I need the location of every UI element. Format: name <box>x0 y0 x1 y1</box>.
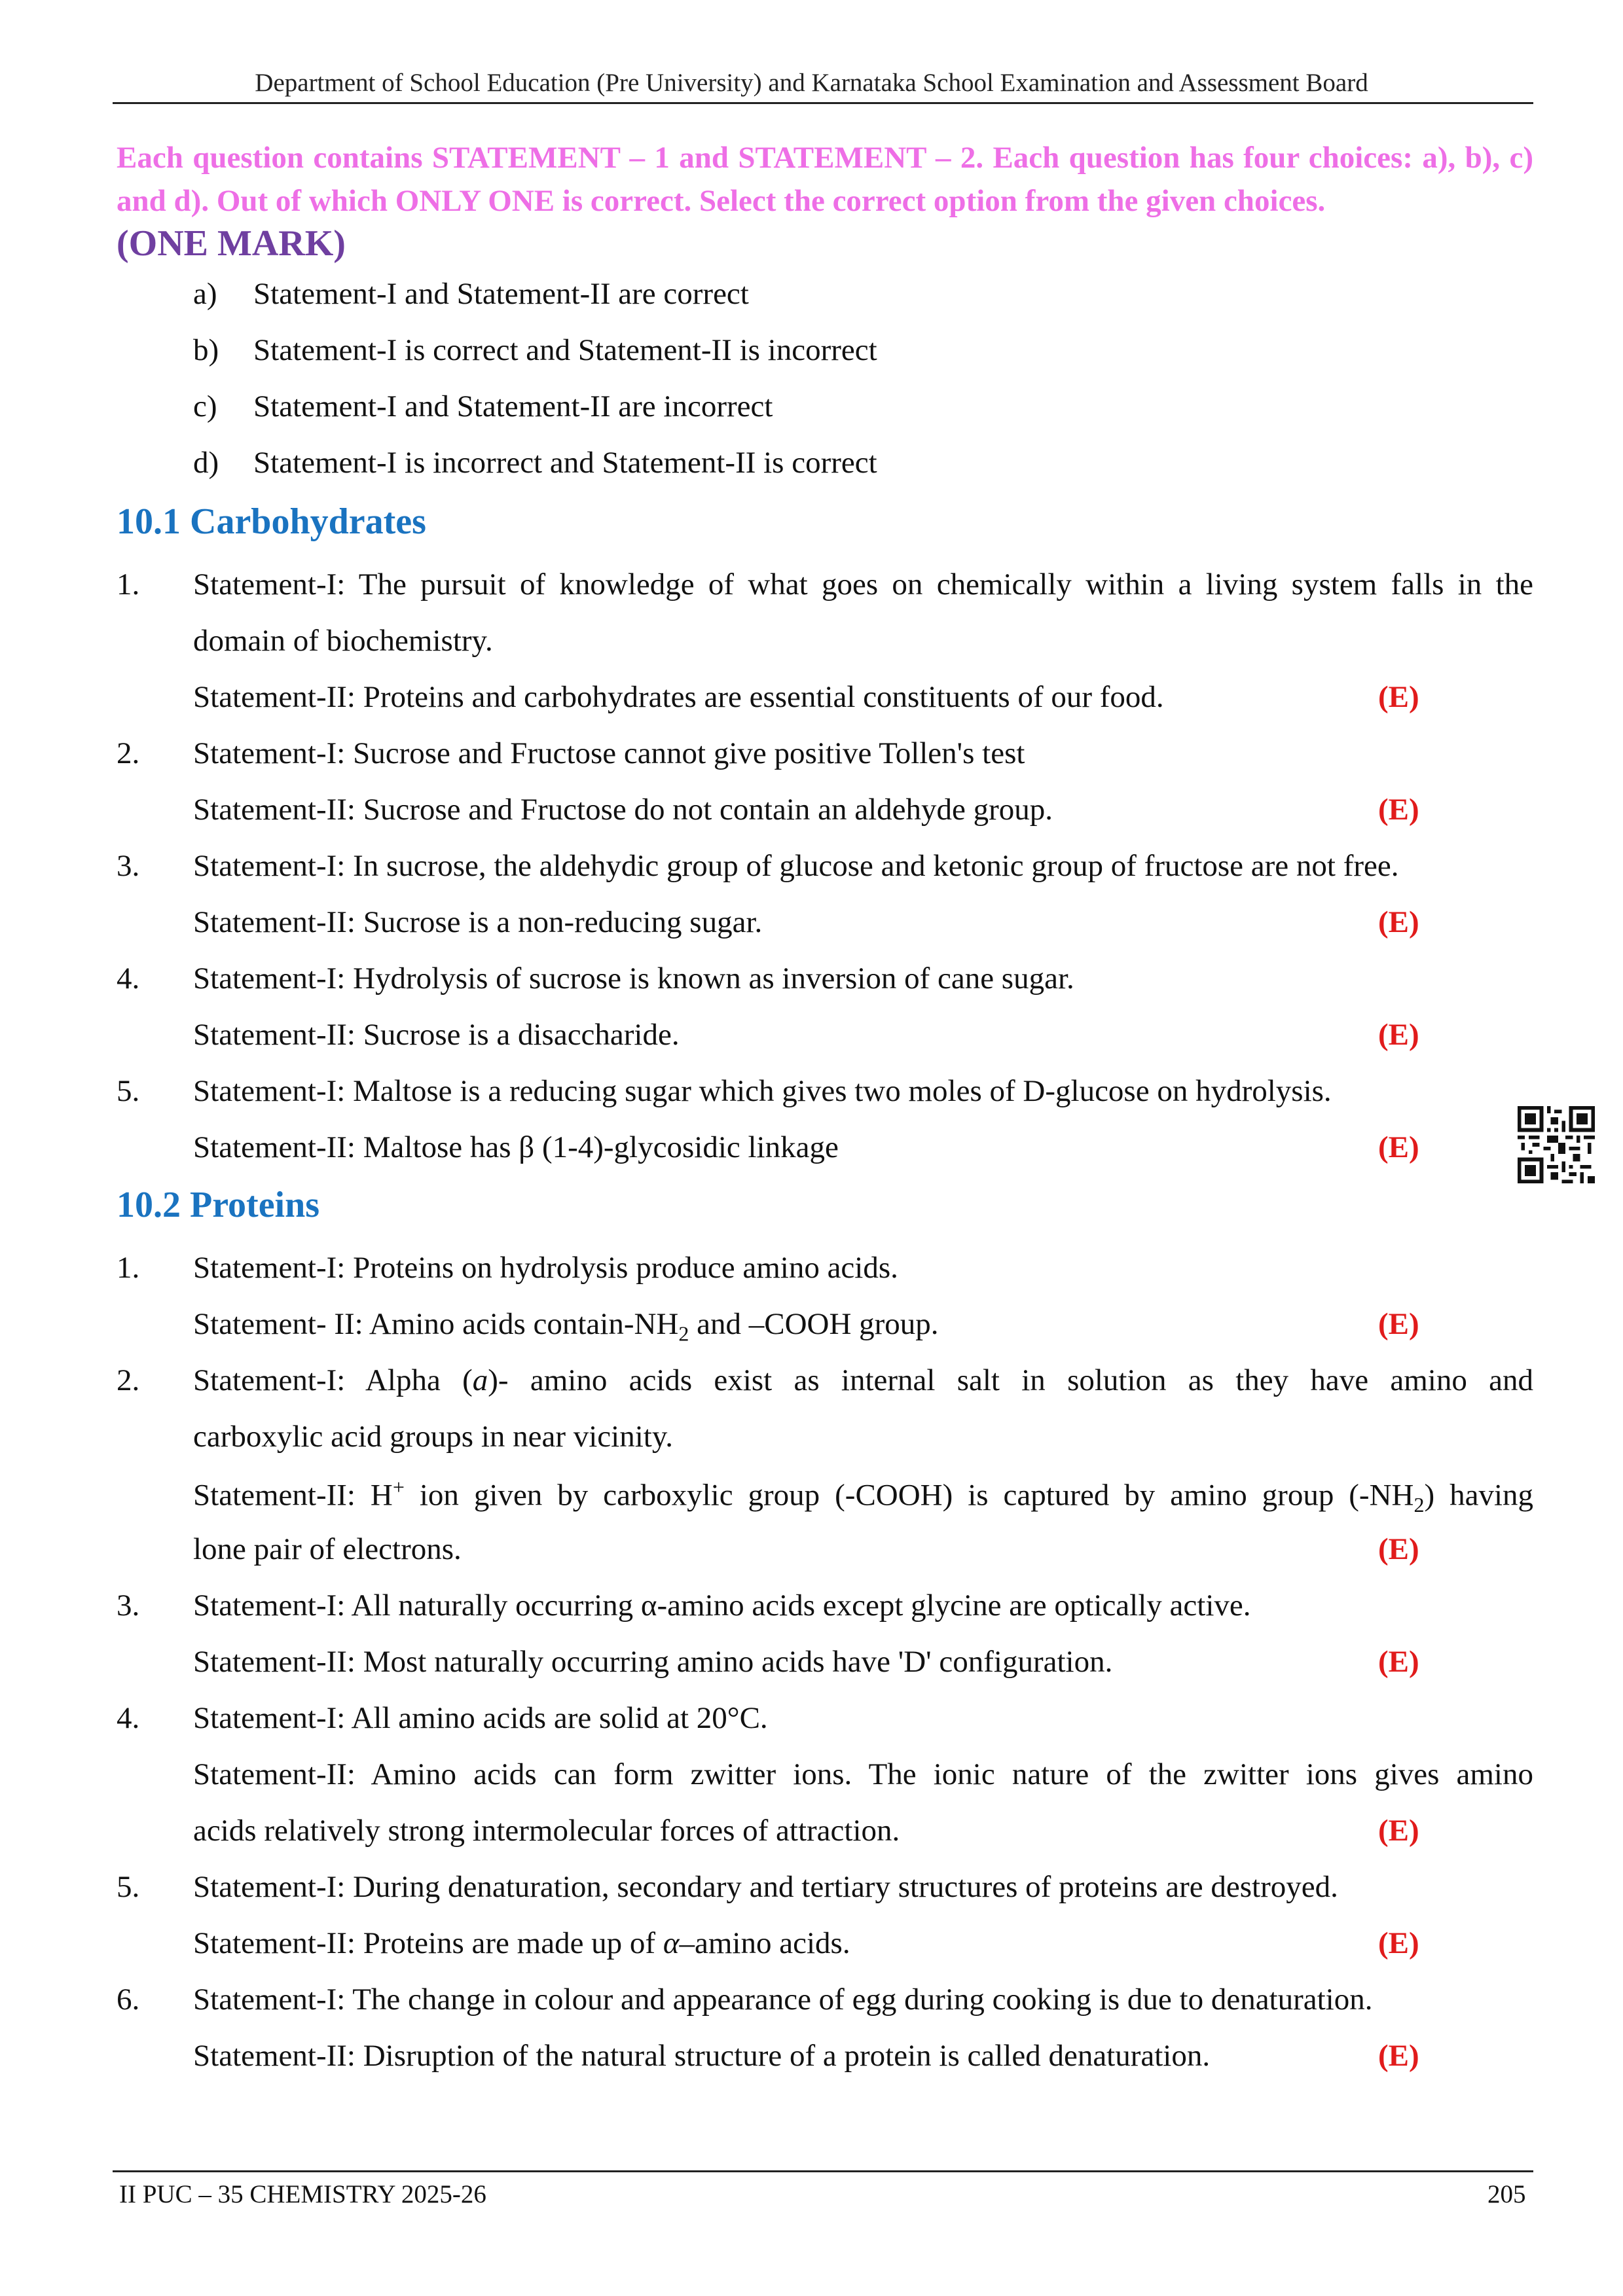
statement-2: Statement-II: Most naturally occurring amino acids have 'D' configuration. <box>193 1645 1113 1679</box>
statement-1: Statement-I: Sucrose and Fructose cannot give positive Tollen's test <box>193 736 1025 770</box>
section-heading-carbohydrates: 10.1 Carbohydrates <box>117 501 426 542</box>
difficulty-mark: (E) <box>1378 1532 1419 1566</box>
statement-2: Statement-II: Maltose has β (1-4)-glycosidic linkage <box>193 1130 839 1164</box>
question-number: 3. <box>117 849 140 883</box>
question-number: 6. <box>117 1982 140 2017</box>
statement-2: Statement-II: Sucrose is a non-reducing sugar. <box>193 905 763 939</box>
statement-1: Statement-I: In sucrose, the aldehydic group of glucose and ketonic group of fructose are not free. <box>193 849 1399 883</box>
difficulty-mark: (E) <box>1378 1814 1419 1848</box>
statement-1: Statement-I: Proteins on hydrolysis produce amino acids. <box>193 1251 898 1285</box>
statement-2: Statement-II: H+ ion given by carboxylic group (-COOH) is captured by amino group $(-NH_2)$ having <box>193 1475 1533 1517</box>
statement-2: Statement-II: Proteins are made up of α–amino acids. <box>193 1926 850 1960</box>
statement-1: Statement-I: Alpha (a)- amino acids exist as internal salt in solution as they have amino and <box>193 1363 1533 1397</box>
statement-1: Statement-I: All naturally occurring α-amino acids except glycine are optically active. <box>193 1588 1251 1623</box>
statement-1: Statement-I: The pursuit of knowledge of what goes on chemically within a living system falls in the <box>193 567 1533 601</box>
statement-2: Statement-II: Sucrose and Fructose do not contain an aldehyde group. <box>193 793 1053 827</box>
question-number: 1. <box>117 1251 140 1285</box>
question-number: 2. <box>117 736 140 770</box>
difficulty-mark: (E) <box>1378 1130 1419 1164</box>
difficulty-mark: (E) <box>1378 1307 1419 1341</box>
instructions: Each question contains STATEMENT – 1 and STATEMENT – 2. Each question has four choices: a), b), c) and d). Out of which ONLY ONE is correct. Select the correct option from the given choices. <box>117 141 1533 218</box>
option-c: c) Statement-I and Statement-II are incorrect <box>193 389 773 423</box>
statement-2: Statement-II: Amino acids can form zwitter ions. The ionic nature of the zwitter ions gives amino <box>193 1757 1533 1791</box>
option-b: b) Statement-I is correct and Statement-II is incorrect <box>193 333 877 367</box>
difficulty-mark: (E) <box>1378 905 1419 939</box>
statement-1: Statement-I: Maltose is a reducing sugar which gives two moles of D-glucose on hydrolysis. <box>193 1074 1332 1108</box>
difficulty-mark: (E) <box>1378 1645 1419 1679</box>
statement-1: Statement-I: Hydrolysis of sucrose is known as inversion of cane sugar. <box>193 961 1074 996</box>
question-number: 3. <box>117 1588 140 1623</box>
question-number: 5. <box>117 1074 140 1108</box>
difficulty-mark: (E) <box>1378 793 1419 827</box>
statement-2: Statement-II: Proteins and carbohydrates are essential constituents of our food. <box>193 680 1164 714</box>
page-header: Department of School Education (Pre University) and Karnataka School Examination and Assessment Board <box>255 69 1368 97</box>
qr-code-icon[interactable] <box>1518 1106 1595 1183</box>
section-heading-proteins: 10.2 Proteins <box>117 1185 320 1225</box>
statement-2-cont: acids relatively strong intermolecular forces of attraction. <box>193 1814 900 1848</box>
one-mark-label: (ONE MARK) <box>117 223 346 264</box>
statement-2: Statement-II: Disruption of the natural structure of a protein is called denaturation. <box>193 2039 1211 2073</box>
question-number: 5. <box>117 1870 140 1904</box>
statement-2: Statement- II: Amino acids contain-$NH_2$ and –COOH group. <box>193 1307 939 1346</box>
statement-2-cont: lone pair of electrons. <box>193 1532 462 1566</box>
statement-1: Statement-I: During denaturation, secondary and tertiary structures of proteins are destroyed. <box>193 1870 1338 1904</box>
option-a: a) Statement-I and Statement-II are correct <box>193 277 749 311</box>
statement-2: Statement-II: Sucrose is a disaccharide. <box>193 1018 680 1052</box>
question-number: 2. <box>117 1363 140 1397</box>
header-rule <box>113 102 1533 104</box>
question-number: 4. <box>117 1701 140 1735</box>
statement-1-cont: domain of biochemistry. <box>193 624 493 658</box>
difficulty-mark: (E) <box>1378 1018 1419 1052</box>
difficulty-mark: (E) <box>1378 2039 1419 2073</box>
option-d: d) Statement-I is incorrect and Statement-II is correct <box>193 446 877 480</box>
page-number: 205 <box>1487 2180 1526 2208</box>
difficulty-mark: (E) <box>1378 680 1419 714</box>
footer-rule <box>113 2170 1533 2172</box>
question-number: 4. <box>117 961 140 996</box>
statement-1-cont: carboxylic acid groups in near vicinity. <box>193 1420 674 1454</box>
statement-1: Statement-I: The change in colour and appearance of egg during cooking is due to denaturation. <box>193 1982 1373 2017</box>
question-number: 1. <box>117 567 140 601</box>
footer-course: II PUC – 35 CHEMISTRY 2025-26 <box>119 2180 486 2208</box>
difficulty-mark: (E) <box>1378 1926 1419 1960</box>
statement-1: Statement-I: All amino acids are solid at 20°C. <box>193 1701 768 1735</box>
